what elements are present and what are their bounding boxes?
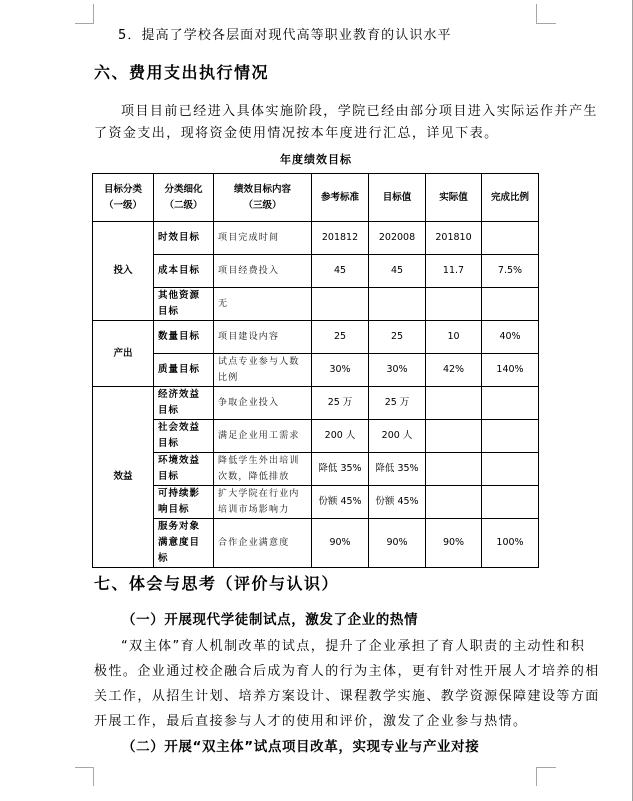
subcategory-cell: 社会效益目标 xyxy=(154,420,214,453)
section-6-heading: 六、费用支出执行情况 xyxy=(94,63,270,82)
table-row xyxy=(93,453,539,486)
target-cell: 45 xyxy=(369,255,426,288)
target-cell: 降低 35% xyxy=(369,453,426,486)
subcategory-cell: 时效目标 xyxy=(154,222,214,255)
actual-cell xyxy=(426,420,482,453)
header-text: 绩效目标内容 xyxy=(233,183,291,195)
content-cell: 满足企业用工需求 xyxy=(214,420,312,453)
reference-cell: 200 人 xyxy=(312,420,369,453)
ratio-cell xyxy=(482,453,539,486)
category-cell: 投入 xyxy=(93,222,154,321)
table-row xyxy=(93,519,539,568)
table-row xyxy=(93,222,539,255)
table-row xyxy=(93,387,539,420)
subcategory-cell: 服务对象满意度目标 xyxy=(154,519,214,568)
reference-cell: 30% xyxy=(312,354,369,387)
ratio-cell: 40% xyxy=(482,321,539,354)
header-level2 xyxy=(154,174,214,222)
section-6-paragraph-line: 了资金支出，现将资金使用情况按本年度进行汇总，详见下表。 xyxy=(94,126,499,141)
list-item-5: 5．提高了学校各层面对现代高等职业教育的认识水平 xyxy=(118,28,452,43)
table-row xyxy=(93,288,539,321)
ratio-cell xyxy=(482,222,539,255)
target-cell: 90% xyxy=(369,519,426,568)
content-cell: 试点专业参与人数比例 xyxy=(214,354,312,387)
ratio-cell: 7.5% xyxy=(482,255,539,288)
table-row xyxy=(93,321,539,354)
ratio-cell: 140% xyxy=(482,354,539,387)
target-cell: 200 人 xyxy=(369,420,426,453)
subcategory-cell: 环境效益目标 xyxy=(154,453,214,486)
actual-cell xyxy=(426,453,482,486)
header-subtext: （一级） xyxy=(103,199,142,211)
content-cell: 争取企业投入 xyxy=(214,387,312,420)
header-text: 目标分类 xyxy=(103,183,142,195)
section-7-heading: 七、体会与思考（评价与认识） xyxy=(94,574,340,593)
content-cell: 项目经费投入 xyxy=(214,255,312,288)
content-cell: 项目完成时间 xyxy=(214,222,312,255)
corner-mark-top-left xyxy=(93,4,94,24)
table-header-row xyxy=(93,174,539,222)
reference-cell: 201812 xyxy=(312,222,369,255)
target-cell: 25 xyxy=(369,321,426,354)
table-row xyxy=(93,486,539,519)
section-7-subheading-2: （二）开展“双主体”试点项目改革，实现专业与产业对接 xyxy=(122,739,480,755)
actual-cell: 11.7 xyxy=(426,255,482,288)
target-cell: 202008 xyxy=(369,222,426,255)
section-7-subheading-1: （一）开展现代学徒制试点，激发了企业的热情 xyxy=(122,612,419,628)
ratio-cell xyxy=(482,288,539,321)
header-reference: 参考标准 xyxy=(312,174,369,222)
header-actual: 实际值 xyxy=(426,174,482,222)
table-caption: 年度绩效目标 xyxy=(280,153,352,166)
category-cell: 产出 xyxy=(93,321,154,387)
subcategory-cell: 经济效益目标 xyxy=(154,387,214,420)
actual-cell: 10 xyxy=(426,321,482,354)
subcategory-cell: 质量目标 xyxy=(154,354,214,387)
target-cell: 25 万 xyxy=(369,387,426,420)
corner-mark-top-right xyxy=(536,23,556,24)
corner-mark-bottom-right xyxy=(536,767,556,768)
performance-table xyxy=(92,173,539,568)
header-level3 xyxy=(214,174,312,222)
target-cell: 份额 45% xyxy=(369,486,426,519)
actual-cell xyxy=(426,387,482,420)
reference-cell: 45 xyxy=(312,255,369,288)
target-cell: 30% xyxy=(369,354,426,387)
corner-mark-top-left xyxy=(75,23,94,24)
corner-mark-bottom-left xyxy=(93,767,94,786)
ratio-cell xyxy=(482,387,539,420)
corner-mark-top-right xyxy=(536,4,537,24)
content-cell: 无 xyxy=(214,288,312,321)
subcategory-cell: 数量目标 xyxy=(154,321,214,354)
target-cell xyxy=(369,288,426,321)
ratio-cell xyxy=(482,420,539,453)
reference-cell: 份额 45% xyxy=(312,486,369,519)
reference-cell xyxy=(312,288,369,321)
header-level1 xyxy=(93,174,154,222)
header-subtext: （三级） xyxy=(243,199,282,211)
content-cell: 扩大学院在行业内培训市场影响力 xyxy=(214,486,312,519)
section-7-paragraph-line: “双主体”育人机制改革的试点，提升了企业承担了育人职责的主动性和积 xyxy=(121,639,586,654)
header-target: 目标值 xyxy=(369,174,426,222)
corner-mark-bottom-right xyxy=(536,767,537,786)
actual-cell: 42% xyxy=(426,354,482,387)
table-row xyxy=(93,354,539,387)
header-ratio: 完成比例 xyxy=(482,174,539,222)
subcategory-cell: 其他资源目标 xyxy=(154,288,214,321)
content-cell: 合作企业满意度 xyxy=(214,519,312,568)
content-cell: 降低学生外出培训次数，降低排放 xyxy=(214,453,312,486)
section-7-paragraph-line: 极性。企业通过校企融合后成为育人的行为主体，更有针对性开展人才培养的相 xyxy=(94,664,600,679)
table-row xyxy=(93,420,539,453)
section-7-paragraph-line: 关工作，从招生计划、培养方案设计、课程教学实施、教学资源保障建设等方面 xyxy=(94,689,600,704)
reference-cell: 25 xyxy=(312,321,369,354)
actual-cell xyxy=(426,288,482,321)
reference-cell: 25 万 xyxy=(312,387,369,420)
section-6-paragraph-line: 项目目前已经进入具体实施阶段，学院已经由部分项目进入实际运作并产生 xyxy=(121,104,598,119)
actual-cell xyxy=(426,486,482,519)
section-7-paragraph-line: 开展工作，最后直接参与人才的使用和评价，激发了企业参与热情。 xyxy=(94,714,528,729)
ratio-cell: 100% xyxy=(482,519,539,568)
content-cell: 项目建设内容 xyxy=(214,321,312,354)
reference-cell: 降低 35% xyxy=(312,453,369,486)
subcategory-cell: 可持续影响目标 xyxy=(154,486,214,519)
table-row xyxy=(93,255,539,288)
corner-mark-bottom-left xyxy=(75,767,94,768)
actual-cell: 90% xyxy=(426,519,482,568)
category-cell: 效益 xyxy=(93,387,154,568)
header-subtext: （二级） xyxy=(164,199,203,211)
header-text: 分类细化 xyxy=(164,183,203,195)
subcategory-cell: 成本目标 xyxy=(154,255,214,288)
reference-cell: 90% xyxy=(312,519,369,568)
actual-cell: 201810 xyxy=(426,222,482,255)
ratio-cell xyxy=(482,486,539,519)
